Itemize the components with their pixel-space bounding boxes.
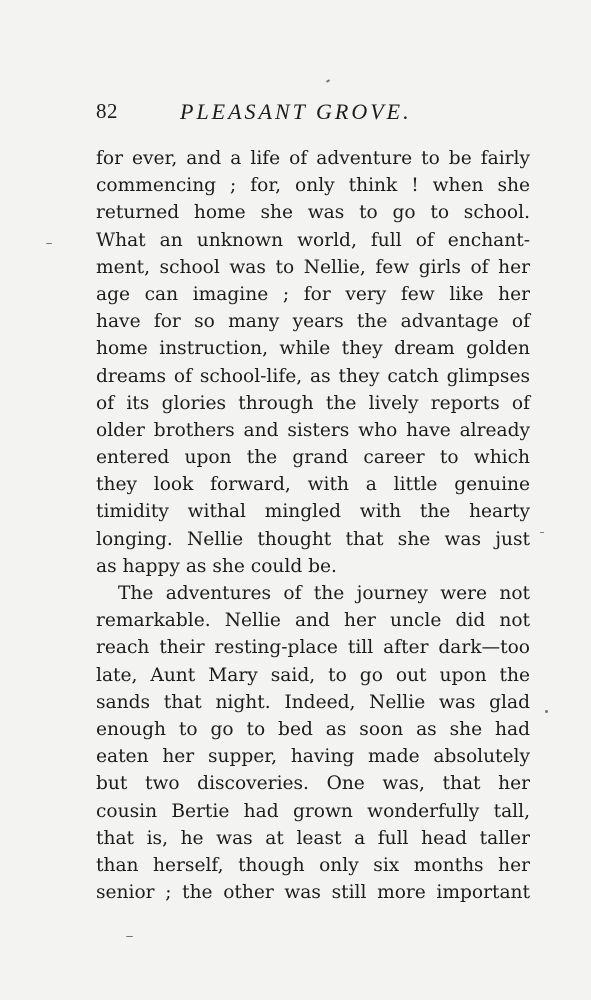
scan-speck [545, 710, 548, 713]
text-line: ment, school was to Nellie, few girls of her [96, 256, 530, 278]
text-line: dreams of school-life, as they catch glimpses [96, 365, 530, 387]
text-line: reach their resting-place till after dark—too [96, 637, 530, 659]
text-line: longing. Nellie thought that she was just [96, 528, 530, 550]
scan-speck [46, 243, 52, 244]
text-line: cousin Bertie had grown wonderfully tall, [96, 800, 530, 822]
text-line: eaten her supper, having made absolutely [96, 746, 530, 768]
scan-speck [326, 79, 330, 83]
text-line: commencing ; for, only think ! when she [96, 175, 530, 197]
text-line: enough to go to bed as soon as she had [96, 718, 530, 740]
text-line: What an unknown world, full of enchant- [96, 229, 530, 251]
text-line: but two discoveries. One was, that her [96, 773, 530, 795]
text-line: The adventures of the journey were not [118, 583, 530, 604]
body-text [96, 145, 530, 906]
text-line: they look forward, with a little genuine [96, 474, 530, 496]
text-line: have for so many years the advantage of [96, 311, 530, 333]
paragraph-1 [96, 145, 530, 580]
text-line: as happy as she could be. [96, 555, 337, 577]
text-line: sands that night. Indeed, Nellie was glad [96, 691, 530, 713]
text-line: for ever, and a life of adventure to be fairly [96, 148, 530, 169]
running-head [96, 99, 531, 131]
text-line: timidity withal mingled with the hearty [96, 501, 530, 523]
text-line: entered upon the grand career to which [96, 447, 530, 469]
page-number: 82 [96, 99, 118, 123]
text-line: age can imagine ; for very few like her [96, 283, 530, 305]
running-title: PLEASANT GROVE. [180, 99, 412, 124]
text-line: remarkable. Nellie and her uncle did not [96, 610, 530, 632]
text-line: home instruction, while they dream golden [96, 338, 530, 360]
text-line: of its glories through the lively reports of [96, 392, 530, 414]
text-line: older brothers and sisters who have already [96, 419, 530, 441]
paragraph-2 [96, 580, 530, 906]
text-line: that is, he was at least a full head taller [96, 827, 530, 849]
text-line: than herself, though only six months her [96, 854, 530, 876]
scan-speck [126, 936, 133, 937]
text-line: returned home she was to go to school. [96, 202, 530, 224]
scan-speck [540, 532, 544, 533]
text-line: late, Aunt Mary said, to go out upon the [96, 664, 530, 686]
text-line: senior ; the other was still more important [96, 882, 530, 904]
